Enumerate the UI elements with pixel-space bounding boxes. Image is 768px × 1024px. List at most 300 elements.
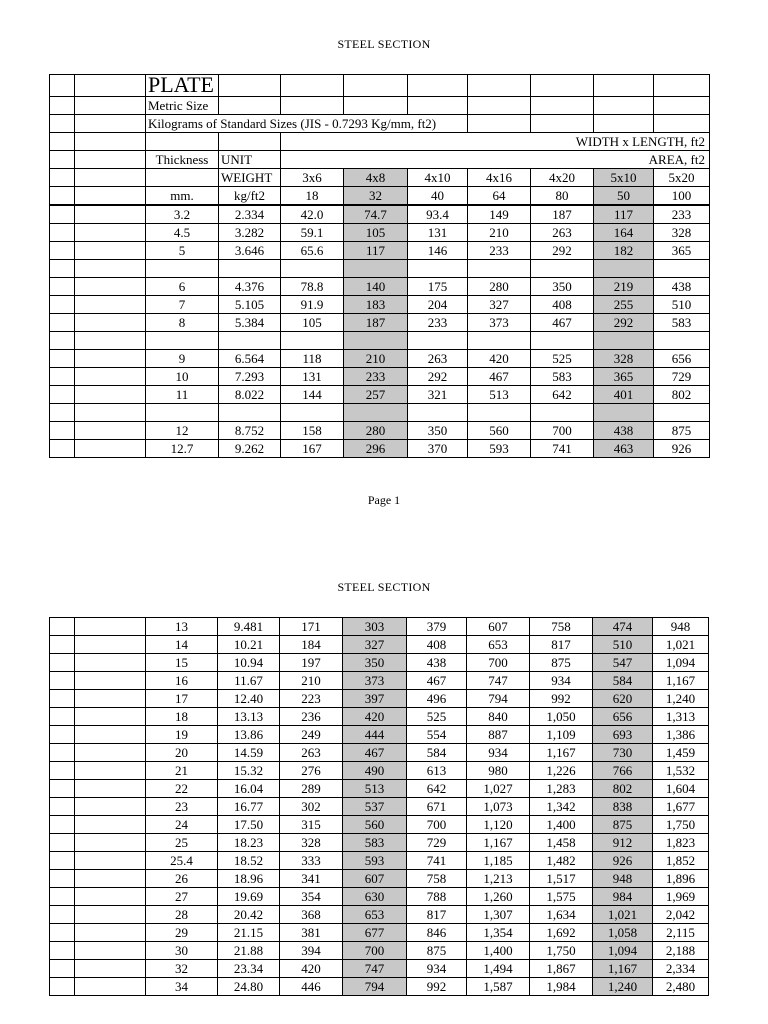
value-cell: 105 [344,224,408,242]
value-cell: 817 [530,636,593,654]
value-cell: 1,677 [653,798,709,816]
value-cell: 131 [281,368,344,386]
area-header: 80 [531,187,594,206]
weight-cell: 17.50 [218,816,280,834]
width-length-label: WIDTH x LENGTH, ft2 [281,133,710,151]
table-row [50,368,710,386]
value-cell: 1,058 [593,924,653,942]
value-cell: 2,042 [653,906,709,924]
value-cell: 593 [468,440,531,458]
size-header: 5x10 [594,169,654,187]
value-cell: 1,823 [653,834,709,852]
value-cell: 1,021 [593,906,653,924]
weight-cell: 14.59 [218,744,280,762]
thickness-cell: 23 [146,798,218,816]
value-cell: 204 [408,296,468,314]
value-cell: 583 [654,314,710,332]
value-cell: 1,213 [467,870,530,888]
table-row [50,888,709,906]
value-cell: 1,185 [467,852,530,870]
value-cell: 700 [467,654,530,672]
value-cell: 223 [280,690,343,708]
value-cell: 233 [344,368,408,386]
value-cell: 510 [654,296,710,314]
value-cell: 1,240 [593,978,653,996]
page1-header: STEEL SECTION [337,37,431,51]
value-cell: 926 [654,440,710,458]
table-row [50,870,709,888]
value-cell: 210 [280,672,343,690]
value-cell: 117 [344,242,408,260]
area-header: 18 [281,187,344,206]
value-cell: 948 [653,618,709,636]
thickness-cell: 15 [146,654,218,672]
value-cell: 289 [280,780,343,798]
value-cell: 341 [280,870,343,888]
table-row [50,780,709,798]
value-cell: 496 [407,690,467,708]
value-cell: 912 [593,834,653,852]
table-row [50,654,709,672]
value-cell: 146 [408,242,468,260]
table-row [50,205,710,224]
thickness-cell: 30 [146,942,218,960]
value-cell: 1,240 [653,690,709,708]
value-cell: 875 [407,942,467,960]
weight-cell: 21.88 [218,942,280,960]
weight-cell: 19.69 [218,888,280,906]
weight-cell: 18.23 [218,834,280,852]
value-cell: 1,750 [653,816,709,834]
thickness-cell: 32 [146,960,218,978]
value-cell: 368 [280,906,343,924]
value-cell: 747 [343,960,407,978]
value-cell: 327 [468,296,531,314]
value-cell: 1,984 [530,978,593,996]
value-cell: 490 [343,762,407,780]
weight-cell: 23.34 [218,960,280,978]
weight-cell: 15.32 [218,762,280,780]
page2-header: STEEL SECTION [337,580,431,594]
table-title: PLATE [146,75,219,97]
weight-cell: 16.04 [218,780,280,798]
value-cell: 525 [531,350,594,368]
value-cell: 766 [593,762,653,780]
value-cell: 992 [407,978,467,996]
value-cell: 2,480 [653,978,709,996]
table-row [50,816,709,834]
area-label: AREA, ft2 [281,151,710,169]
weight-cell: 12.40 [218,690,280,708]
value-cell: 700 [531,422,594,440]
value-cell: 1,167 [530,744,593,762]
thickness-cell: 26 [146,870,218,888]
value-cell: 838 [593,798,653,816]
value-cell: 236 [280,708,343,726]
thickness-cell: 17 [146,690,218,708]
value-cell: 934 [407,960,467,978]
value-cell: 167 [281,440,344,458]
value-cell: 2,188 [653,942,709,960]
value-cell: 656 [593,708,653,726]
thickness-cell: 10 [146,368,219,386]
value-cell: 91.9 [281,296,344,314]
table-row [50,242,710,260]
value-cell: 315 [280,816,343,834]
value-cell: 292 [531,242,594,260]
value-cell: 257 [344,386,408,404]
thickness-cell: 22 [146,780,218,798]
value-cell: 321 [408,386,468,404]
value-cell: 729 [407,834,467,852]
value-cell: 547 [593,654,653,672]
weight-cell: 4.376 [219,278,281,296]
value-cell: 1,587 [467,978,530,996]
weight-cell: 8.022 [219,386,281,404]
value-cell: 1,532 [653,762,709,780]
value-cell: 105 [281,314,344,332]
value-cell: 747 [467,672,530,690]
value-cell: 794 [467,690,530,708]
table-row [50,960,709,978]
value-cell: 394 [280,942,343,960]
value-cell: 350 [531,278,594,296]
value-cell: 934 [530,672,593,690]
value-cell: 677 [343,924,407,942]
value-cell: 613 [407,762,467,780]
value-cell: 379 [407,618,467,636]
value-cell: 328 [280,834,343,852]
weight-cell: 8.752 [219,422,281,440]
value-cell: 164 [594,224,654,242]
value-cell: 934 [467,744,530,762]
weight-cell: 5.384 [219,314,281,332]
area-header: 64 [468,187,531,206]
weight-cell: 3.282 [219,224,281,242]
value-cell: 350 [343,654,407,672]
table-row [50,726,709,744]
value-cell: 758 [407,870,467,888]
value-cell: 1,575 [530,888,593,906]
value-cell: 118 [281,350,344,368]
value-cell: 671 [407,798,467,816]
value-cell: 233 [654,205,710,224]
value-cell: 292 [408,368,468,386]
table-row [50,906,709,924]
value-cell: 560 [468,422,531,440]
thickness-cell: 4.5 [146,224,219,242]
table-row [50,278,710,296]
weight-cell: 18.52 [218,852,280,870]
weight-cell: 20.42 [218,906,280,924]
weight-cell: 2.334 [219,205,281,224]
value-cell: 741 [407,852,467,870]
size-header: 4x10 [408,169,468,187]
value-cell: 467 [468,368,531,386]
table-row [50,708,709,726]
value-cell: 642 [531,386,594,404]
weight-cell: 24.80 [218,978,280,996]
value-cell: 381 [280,924,343,942]
thickness-cell: 18 [146,708,218,726]
value-cell: 560 [343,816,407,834]
value-cell: 263 [408,350,468,368]
thickness-cell: 28 [146,906,218,924]
weight-cell: 18.96 [218,870,280,888]
weight-cell: 5.105 [219,296,281,314]
value-cell: 280 [468,278,531,296]
thickness-cell: 25 [146,834,218,852]
thickness-cell: 12.7 [146,440,219,458]
page-number: Page 1 [367,493,401,507]
value-cell: 1,109 [530,726,593,744]
value-cell: 700 [343,942,407,960]
weight-label: WEIGHT [219,169,281,187]
value-cell: 438 [654,278,710,296]
table-row [50,636,709,654]
value-cell: 408 [531,296,594,314]
value-cell: 1,400 [530,816,593,834]
value-cell: 365 [594,368,654,386]
area-header: 40 [408,187,468,206]
value-cell: 408 [407,636,467,654]
value-cell: 817 [407,906,467,924]
value-cell: 875 [593,816,653,834]
value-cell: 255 [594,296,654,314]
value-cell: 1,386 [653,726,709,744]
value-cell: 583 [531,368,594,386]
value-cell: 1,167 [593,960,653,978]
value-cell: 948 [593,870,653,888]
table-row [50,618,709,636]
table-row [50,744,709,762]
value-cell: 93.4 [408,205,468,224]
value-cell: 513 [343,780,407,798]
value-cell: 365 [654,242,710,260]
value-cell: 158 [281,422,344,440]
thickness-cell: 21 [146,762,218,780]
thickness-label: Thickness [146,151,219,169]
value-cell: 65.6 [281,242,344,260]
weight-cell: 10.21 [218,636,280,654]
value-cell: 525 [407,708,467,726]
value-cell: 233 [468,242,531,260]
weight-cell: 21.15 [218,924,280,942]
thickness-cell: 12 [146,422,219,440]
value-cell: 182 [594,242,654,260]
plate-table-page2 [49,617,709,996]
value-cell: 992 [530,690,593,708]
value-cell: 607 [467,618,530,636]
kgft2-label: kg/ft2 [219,187,281,206]
weight-cell: 10.94 [218,654,280,672]
value-cell: 584 [593,672,653,690]
value-cell: 140 [344,278,408,296]
thickness-cell: 14 [146,636,218,654]
value-cell: 741 [531,440,594,458]
weight-cell: 3.646 [219,242,281,260]
weight-cell: 9.481 [218,618,280,636]
table-row [50,350,710,368]
value-cell: 446 [280,978,343,996]
value-cell: 846 [407,924,467,942]
value-cell: 438 [594,422,654,440]
value-cell: 630 [343,888,407,906]
value-cell: 183 [344,296,408,314]
weight-cell: 7.293 [219,368,281,386]
size-header: 4x8 [344,169,408,187]
thickness-cell: 25.4 [146,852,218,870]
value-cell: 653 [467,636,530,654]
value-cell: 1,634 [530,906,593,924]
value-cell: 1,969 [653,888,709,906]
value-cell: 1,260 [467,888,530,906]
value-cell: 187 [531,205,594,224]
value-cell: 620 [593,690,653,708]
table-row [50,386,710,404]
thickness-cell: 34 [146,978,218,996]
value-cell: 802 [654,386,710,404]
value-cell: 370 [408,440,468,458]
value-cell: 263 [531,224,594,242]
thickness-cell: 7 [146,296,219,314]
value-cell: 1,852 [653,852,709,870]
standard-sizes-label: Kilograms of Standard Sizes (JIS - 0.7293 Kg/mm, ft2) [146,115,468,133]
value-cell: 210 [344,350,408,368]
table-row [50,762,709,780]
value-cell: 117 [594,205,654,224]
value-cell: 467 [343,744,407,762]
unit-label: UNIT [219,151,281,169]
table-row [50,296,710,314]
value-cell: 1,073 [467,798,530,816]
value-cell: 1,021 [653,636,709,654]
value-cell: 537 [343,798,407,816]
value-cell: 78.8 [281,278,344,296]
value-cell: 1,094 [593,942,653,960]
value-cell: 758 [530,618,593,636]
spacer-row [50,260,710,278]
value-cell: 730 [593,744,653,762]
value-cell: 467 [407,672,467,690]
weight-cell: 13.86 [218,726,280,744]
value-cell: 131 [408,224,468,242]
table-row [50,440,710,458]
value-cell: 175 [408,278,468,296]
value-cell: 42.0 [281,205,344,224]
area-header: 100 [654,187,710,206]
value-cell: 328 [654,224,710,242]
value-cell: 875 [530,654,593,672]
value-cell: 292 [594,314,654,332]
value-cell: 280 [344,422,408,440]
thickness-cell: 29 [146,924,218,942]
value-cell: 700 [407,816,467,834]
value-cell: 1,458 [530,834,593,852]
weight-cell: 9.262 [219,440,281,458]
value-cell: 302 [280,798,343,816]
area-header: 50 [594,187,654,206]
value-cell: 1,167 [653,672,709,690]
value-cell: 554 [407,726,467,744]
value-cell: 354 [280,888,343,906]
value-cell: 438 [407,654,467,672]
value-cell: 1,459 [653,744,709,762]
thickness-cell: 16 [146,672,218,690]
value-cell: 1,307 [467,906,530,924]
value-cell: 420 [280,960,343,978]
value-cell: 171 [280,618,343,636]
value-cell: 474 [593,618,653,636]
value-cell: 1,167 [467,834,530,852]
value-cell: 840 [467,708,530,726]
value-cell: 802 [593,780,653,798]
value-cell: 980 [467,762,530,780]
value-cell: 1,313 [653,708,709,726]
value-cell: 1,283 [530,780,593,798]
value-cell: 926 [593,852,653,870]
table-row [50,834,709,852]
size-header: 4x20 [531,169,594,187]
value-cell: 249 [280,726,343,744]
thickness-cell: 19 [146,726,218,744]
value-cell: 1,517 [530,870,593,888]
value-cell: 144 [281,386,344,404]
value-cell: 1,120 [467,816,530,834]
value-cell: 219 [594,278,654,296]
value-cell: 373 [468,314,531,332]
value-cell: 1,896 [653,870,709,888]
value-cell: 887 [467,726,530,744]
value-cell: 1,027 [467,780,530,798]
value-cell: 1,342 [530,798,593,816]
value-cell: 875 [654,422,710,440]
value-cell: 1,094 [653,654,709,672]
value-cell: 197 [280,654,343,672]
table-row [50,690,709,708]
value-cell: 184 [280,636,343,654]
value-cell: 984 [593,888,653,906]
thickness-cell: 20 [146,744,218,762]
thickness-cell: 13 [146,618,218,636]
weight-cell: 6.564 [219,350,281,368]
weight-cell: 16.77 [218,798,280,816]
table-row [50,798,709,816]
value-cell: 642 [407,780,467,798]
value-cell: 510 [593,636,653,654]
value-cell: 276 [280,762,343,780]
value-cell: 327 [343,636,407,654]
value-cell: 74.7 [344,205,408,224]
value-cell: 149 [468,205,531,224]
value-cell: 1,400 [467,942,530,960]
size-header: 4x16 [468,169,531,187]
value-cell: 303 [343,618,407,636]
value-cell: 420 [468,350,531,368]
plate-table-page1 [49,74,710,458]
metric-size-label: Metric Size [146,97,219,115]
value-cell: 593 [343,852,407,870]
size-header: 3x6 [281,169,344,187]
value-cell: 1,354 [467,924,530,942]
value-cell: 397 [343,690,407,708]
value-cell: 263 [280,744,343,762]
table-row [50,672,709,690]
value-cell: 607 [343,870,407,888]
value-cell: 788 [407,888,467,906]
spacer-row [50,332,710,350]
value-cell: 401 [594,386,654,404]
